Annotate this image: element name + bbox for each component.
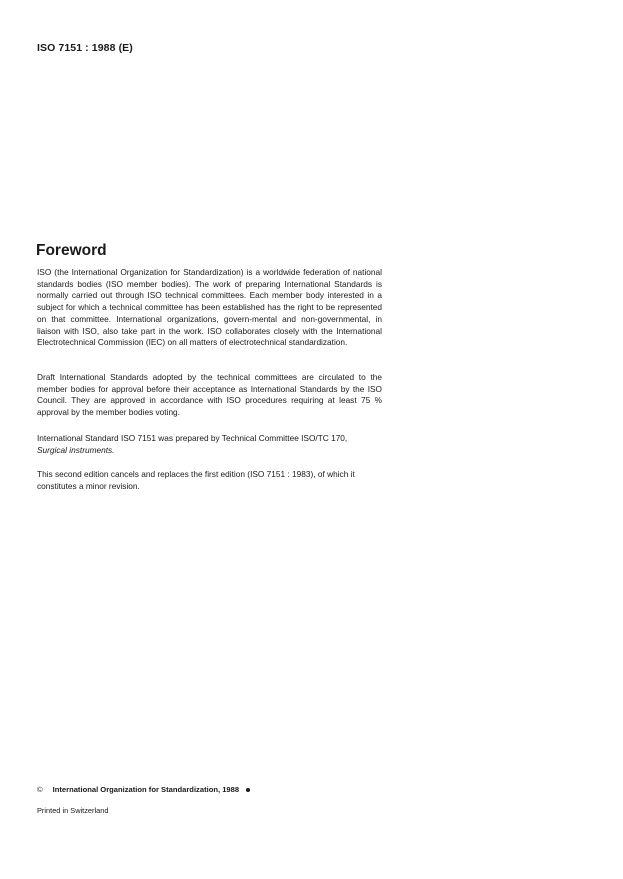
copyright-line [37,785,250,794]
bullet-dot-icon [246,788,250,792]
copyright-text: International Organization for Standardization, 1988 [52,785,240,794]
foreword-paragraph-3 [37,433,382,456]
foreword-paragraph-2: Draft International Standards adopted by the technical committees are circulated to the member bodies for approval before their acceptance as International Standards by the ISO Council. They are approved in accordance with ISO procedures requiring at least 75 % approval by the member bodies voting. [37,372,382,418]
foreword-heading: Foreword [36,242,107,259]
foreword-paragraph-1: ISO (the International Organization for Standardization) is a worldwide federation of national standards bodies (ISO member bodies). The work of preparing International Standards is normally carried out through ISO technical committees. Each member body interested in a subject for which a technical committee has been established has the right to be represented on that committee. International organizations, govern-mental and non-governmental, in liaison with ISO, also take part in the work. ISO collaborates closely with the International Electrotechnical Commission (IEC) on all matters of electrotechnical standardization. [37,267,382,348]
committee-name: Surgical instruments. [37,444,115,455]
document-identifier: ISO 7151 : 1988 (E) [37,42,133,54]
foreword-paragraph-4: This second edition cancels and replaces the first edition (ISO 7151 : 1983), of which it constitutes a minor revision. [37,469,355,491]
printed-in-note: Printed in Switzerland [37,806,109,815]
standard-statement: International Standard ISO 7151 was prepared by Technical Committee ISO/TC 170, [37,433,348,443]
copyright-symbol: © [37,785,43,794]
